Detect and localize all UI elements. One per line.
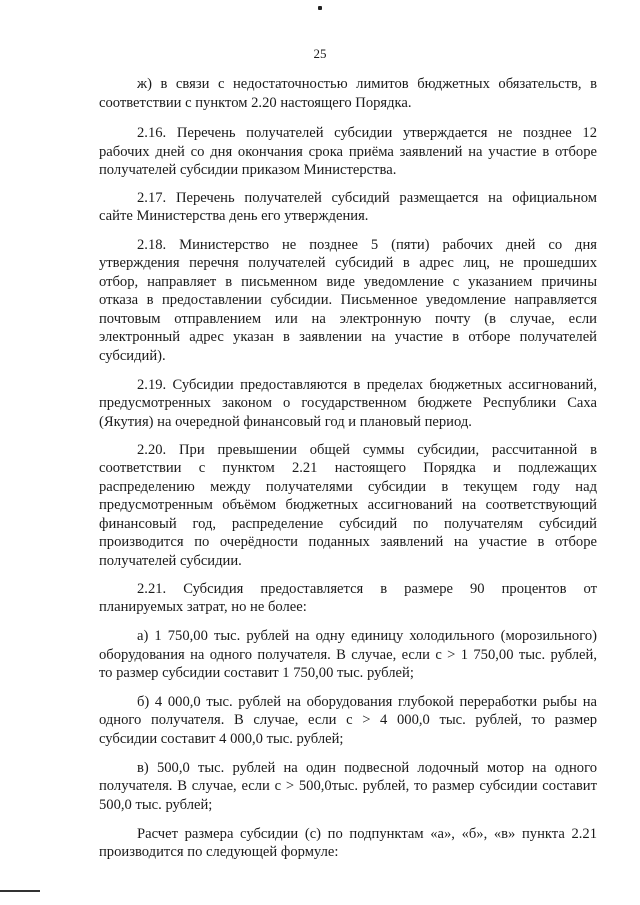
text-line: предусмотренным объёмом бюджетных ассигнований на соответствующий <box>99 497 597 513</box>
text-line: планируемых затрат, но не более: <box>99 599 307 615</box>
text-line: субсидии составит 4 000,0 тыс. рублей; <box>99 731 344 747</box>
text-line: производится по очерёдности поданных заявлений на участие в отборе <box>99 534 597 550</box>
text-line: б) 4 000,0 тыс. рублей на оборудования глубокой переработки рыбы на <box>137 694 597 710</box>
text-line: соответствии с пунктом 2.20 настоящего Порядка. <box>99 95 412 111</box>
text-line: соответствии с пунктом 2.21 настоящего Порядка и подлежащих <box>99 460 597 476</box>
text-line: утверждения перечня получателей субсидий в адрес лиц, не прошедших <box>99 255 597 271</box>
text-line: 2.18. Министерство не позднее 5 (пяти) рабочих дней со дня <box>137 237 597 253</box>
text-line: 2.21. Субсидия предоставляется в размере 90 процентов от <box>137 581 597 597</box>
text-line: Расчет размера субсидии (с) по подпунктам «а», «б», «в» пункта 2.21 <box>137 826 597 842</box>
text-line: 2.19. Субсидии предоставляются в пределах бюджетных ассигнований, <box>137 377 597 393</box>
bottom-scan-mark <box>0 890 40 892</box>
text-line: оборудования на одного получателя. В случае, если с > 1 750,00 тыс. рублей, <box>99 647 597 663</box>
text-line: субсидий). <box>99 348 166 364</box>
page-number: 25 <box>313 46 327 61</box>
text-line: ж) в связи с недостаточностью лимитов бюджетных обязательств, в <box>137 76 597 92</box>
text-line: производится по следующей формуле: <box>99 844 339 860</box>
text-line: 2.16. Перечень получателей субсидии утверждается не позднее 12 <box>137 125 597 141</box>
text-line: электронный адрес указан в заявлении на участие в отборе получателей <box>99 329 597 345</box>
text-line: 2.20. При превышении общей суммы субсидии, рассчитанной в <box>137 442 597 458</box>
text-line: одного получателя. В случае, если с > 4 000,0 тыс. рублей, то размер <box>99 712 597 728</box>
text-line: сайте Министерства день его утверждения. <box>99 208 369 224</box>
text-line: 500,0 тыс. рублей; <box>99 797 213 813</box>
text-line: отказа в предоставлении субсидии. Письменное уведомление направляется <box>99 292 597 308</box>
text-line: отбор, направляет в письменном виде уведомление с указанием причины <box>99 274 597 290</box>
text-line: получателей субсидии. <box>99 553 242 569</box>
text-line: (Якутия) на очередной финансовый год и плановый период. <box>99 414 472 430</box>
text-line: а) 1 750,00 тыс. рублей на одну единицу холодильного (морозильного) <box>137 628 597 644</box>
text-line: получателей субсидии приказом Министерства. <box>99 162 397 178</box>
text-line: в) 500,0 тыс. рублей на один подвесной лодочный мотор на одного <box>137 760 597 776</box>
text-line: финансовый год, распределение субсидий по получателям субсидий <box>99 516 597 532</box>
text-line: предусмотренных законом о государственном бюджете Республики Саха <box>99 395 597 411</box>
text-line: распределению между получателями субсидии в текущем году над <box>99 479 597 495</box>
top-scan-mark <box>318 6 322 10</box>
text-line: почтовым отправлением или на электронную почту (в случае, если <box>99 311 597 327</box>
text-line: то размер субсидии составит 1 750,00 тыс. рублей; <box>99 665 414 681</box>
text-line: рабочих дней со дня окончания срока приёма заявлений на участие в отборе <box>99 144 597 160</box>
text-line: 2.17. Перечень получателей субсидий размещается на официальном <box>137 190 597 206</box>
text-line: получателя. В случае, если с > 500,0тыс. рублей, то размер субсидии составит <box>99 778 597 794</box>
